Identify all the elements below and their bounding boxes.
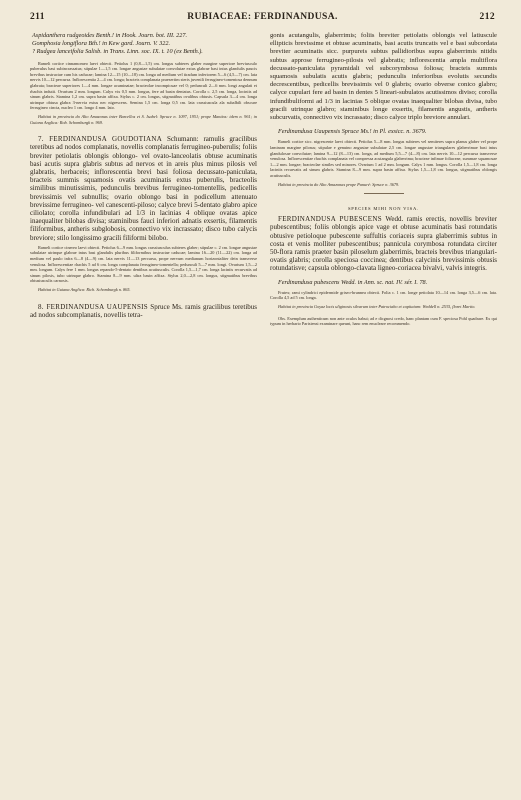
habitat-note: Habitat in provincia do Alto Amazonas prope Panuré: Spruce n. 3679. — [278, 181, 400, 187]
species-author: Schumann: — [167, 135, 199, 144]
description-paragraph: Rameli cortice sicc. nigrescente laevi obtecti. Petiolus 5—8 mm. longus subteres vel semiteres supra planus glaber vel prope laminam margine pilosus; stipulae e genuino angustae subulatae 2,5 cm. longae angustae triangulares glaberrimae basi intus glandulosae convolutae; lamina 9—12 (8—13) cm. longa, ad medium 5,5—7 (4—8) cm. lata nervis 10—12 percursa transverse venulosa. Inflorescentiae rhachis complanata vel compressa acutangula glaberrima; bracteae infimae foliaceae, summae squamosae 1—2 mm. longae; bracteolae similes sed minores. Ovarium 1 ad 2 mm. longum. Calyx 1 mm. longus. Corolla 1,5—1,8 cm. longa laciniis recurvatis ad sinum glabris. Stamina 8—9 mm. supra basin affixa. Stylus 1,5—1,8 cm. longus, stigmatibus oblongis acutiusculis. — [270, 139, 497, 178]
page-number-left: 211 — [30, 12, 45, 22]
species-name: 7. FERDINANDUSA GOUDOTIANA — [38, 135, 163, 144]
page-header — [28, 12, 497, 24]
species-diagnosis: ramis gracilibus teretibus ad nodos subcomplanatis, novellis tetra- — [30, 302, 257, 319]
habitat-note: Habitat in provincia Goyaz locis uliginosis silvarum inter Patrociaho et capitaiam: Weddell n. 2535, floret Martio. — [278, 304, 476, 309]
synonym: Gomphosia longiflora Bth.! in Kew gard. Journ. V. 322. — [32, 40, 171, 48]
species-author: Spruce Ms. — [150, 302, 183, 311]
species-diagnosis: ramis erectis, novellis breviter pubescentibus; foliis oblongis apice vage et obtuse acuminatis basi rotundatis obtusive petioloque pubescente suffultis coriaceis supra glaberrimis subtus in costa et venis molliter pubescentibus; panniculа corymbosa rotundata circiter 50-flora ramis praeter basin piloselum glaberrimis, bracteis brevibus triangulari-ovatis glabris; corolla speciosa coccinea; dentibus calycinis brevissimis obtusis rotundatisve; capsula oblongo-clavata ligneo-coriacea bivalvi, valvis integris. — [270, 215, 497, 273]
habitat-note: Habitat in Guiana Anglica: Rich. Schomburgk n. 865. — [38, 286, 131, 292]
species-diagnosis: ramulis gracilibus teretibus ad nodos complanatis, novellis complanatis ferrugineo-puberulis; foliis breviter petiolatis oblongis oblongo- vel ovato-lanceolatis obtuse acuminatis basi acutis supra glabris subtus ad nervos et in areis plus minus pilosis vel glabratis, herbaceis; inflorescentia brevi basi foliosa decussato-paniculata, bracteis summis squamosis ovatis acuminatis extus puberulis, bracteolis similibus minutissimis, pedunculis brevibus ferrugineo-tomentellis, pedicellis brevissimis vel subnullis; ovario oblongo basi in podicellum attenuato brevissime ferrugineo- vel canescenti-piloso; calyce brevi 5-dentato glabro apice ciliolato; corolla infundibulari ad 1/3 in lacinias 4 oblique ovatas apice inaequaliter bilobas divisa; staminibus fauci inferiori adnatis exsertis, filamentis filiformibus, antheris subglobosis, connectivo vix incrassato; disco tubo calycis breviore; stilo longissimo gracili filiformi bilobo. — [30, 135, 257, 242]
species-name: 8. FERDINANDUSA UAUPENSIS — [38, 302, 148, 311]
synonym: ? Rudgea lanceifolia Salisb. in Trans. Linn. soc. IX. t. 10 (ex Benth.). — [32, 48, 203, 56]
synonym: Aspidanthera rudgeoides Benth.! in Hook. Journ. bot. III. 227. — [32, 32, 188, 39]
citation: Ferdinandusa pubescens Wedd. in Ann. sc. nat. IV. sér. I. 78. — [278, 278, 428, 286]
description-paragraph: Rameli cortice cinereo laevi obtecti. Petiolus 6—9 mm. longus crassiusculus subteres glaber; stipulae c. 2 cm. longae angustae subulatae utrinque glabrae intus basi glandulis pluribus filiformibus instructae caducae; lamina 16—20 (11—22) cm. longa ad medium vel paulo infra 6—8 (4—9) cm. lata nervis 11—13 percursa, prope nervum medianum horizontaliter dein transverse venulosa. Inflorescentiae rhachis 5 ad 6 cm. longa complanata ferrugineo-tomentella; pedunculi 5—7 mm. longi. Ovarium 1,5—2 mm. longum. Calyx fere 1 mm. longus repando-5-dentato dentibus acutiusculis. Corolla 1,5—1,7 cm. longa laciniis recurvatis ad sinum pilosis, tubo utrinque glabro. Stamina 8—9 mm. ultra basin affixa. Stylus 2,0—2,8 cm. longus, stigmatibus brevibus obtusiusculis carnosis. — [30, 244, 257, 284]
description-paragraph: Rameli cortice cinnamomeo laevi obtecti. Petiolus 1 (0,8—1,5) cm. longus subteres glaber margine superiore breviusculo puberulus basi subincrassatus; stipulae 1—1,5 cm. longae angustae subulatae convolutae extus glabrae basi intus glandulis paucis brevibus instructae cum his caducae; lamina 12—15 (10—18) cm. longa ad medium vel tiradum inferiorem 5—6 (4,5—7) cm. lata nervis 10—12 percursa. Inflorescentia 2—4 cm. longa; bracteis complanata praesertim steris juvenili ferrugineo-tomentosa dennum glabrata; bracteae superiores 1—4 mm. longae acuminatae; bracteolae incompicuae vel 0; pedunculi 2—6 mm. longi angulati et rhachis indutii. Ovarium 2 mm. longum. Calyx vix 0,5 mm. longus, fere ad basin dentatus. Corolla c. 2,5 cm. longa, lociniis ad sinum glabris. Stamina 1,2 cm. supra basin affixa. Stylus c. 2 cm. longus, stigmatibus ovalibus obtusis. Capsula 3—4 cm. longa utrinque obtusa glabra 3-nervia extus nec nigrescens. Semina 1,5 cm. longa 0,5 cm. lata crassiuscula ala subalbili obscure ferrugineo cincta, nucleo 1 cm. longo 4 mm. lato. — [30, 60, 257, 111]
species-entry — [270, 215, 497, 272]
left-column — [30, 32, 257, 788]
species-author: Wedd. — [385, 215, 404, 224]
running-title: RUBIACEAE: FERDINANDUSA. — [187, 12, 338, 22]
right-column — [270, 32, 497, 788]
species-name: FERDINANDUSA PUBESCENS — [278, 215, 382, 224]
species-diagnosis-continued: gonis acutangulis, glaberrimis; foliis breviter petiolatis oblongis vel latiuscule ellipticis brevissime et obtuse acuminatis, basi acutis truncatis vel e basi subcordata breviter acuminatis sicc. purpureis subtus pallidioribus supra glaberrimis nitidis subtus approse ferrugineo-pilosis vel glabratis; inflorescentia ampla multiflora decussato-paniculata pyramidali vel subcorymbosa foliosa; bracteis summis squamosis subulatis acutis glabris; pedunculis inferioribus evolutis secundis decrescentibus, pedicellis brevissimis vel 0 glabris; ovario obverse conico glabro; calyce cupulari fere ad basin in dentes 5 lineari-subulatos acutissimos diviso; corolla infundibuliformi ad 1/3 in lacinias 5 oblique ovatas inaequaliter bilobas divisa, tubo gracili utrinque glabro; staminibus longe exsertis, filamentis angustis, antheris subcurvatis, connectivo vix incrassato; disco calyce triplo breviore annulari. — [270, 32, 497, 122]
page-number-right: 212 — [479, 12, 495, 22]
species-entry — [30, 135, 257, 242]
synonym-list — [30, 32, 257, 57]
description-paragraph: Frutex; rami cylindrici epidermide griseo-brunnea obtecti. Folia c. 1 cm. longe petiolata 10—14 cm. longa 3,5—6 cm. lata. Corolla 4,5 ad 5 cm. longa. — [270, 289, 497, 301]
observation-note: Obs. Exemplum authenticum non ante oculos habui; ad e dicgnosi credo, hanc plantam cum F. speciosa Pohl quadrare. Ex qui typum in herbario Parisiensi examinare queunt, hanc rem enucleare recommendo. — [270, 315, 497, 327]
divider — [364, 193, 404, 194]
citation: Ferdinandusa Uaupensis Spruce Ms.! in Pl. exsicc. n. 3679. — [278, 128, 427, 136]
section-heading: SPECIES MIHI NON VISA. — [347, 206, 420, 212]
text-columns — [30, 32, 497, 788]
habitat-note: Habitat in provincia do Alto Amazonas inter Barcellos et S. Isabel: Spruce n. 1097, 1951; prope Manáos: idem n. 961; in Guiana Anglica: Rob. Schomburgk n. 969. — [30, 113, 257, 125]
species-entry — [30, 303, 257, 319]
